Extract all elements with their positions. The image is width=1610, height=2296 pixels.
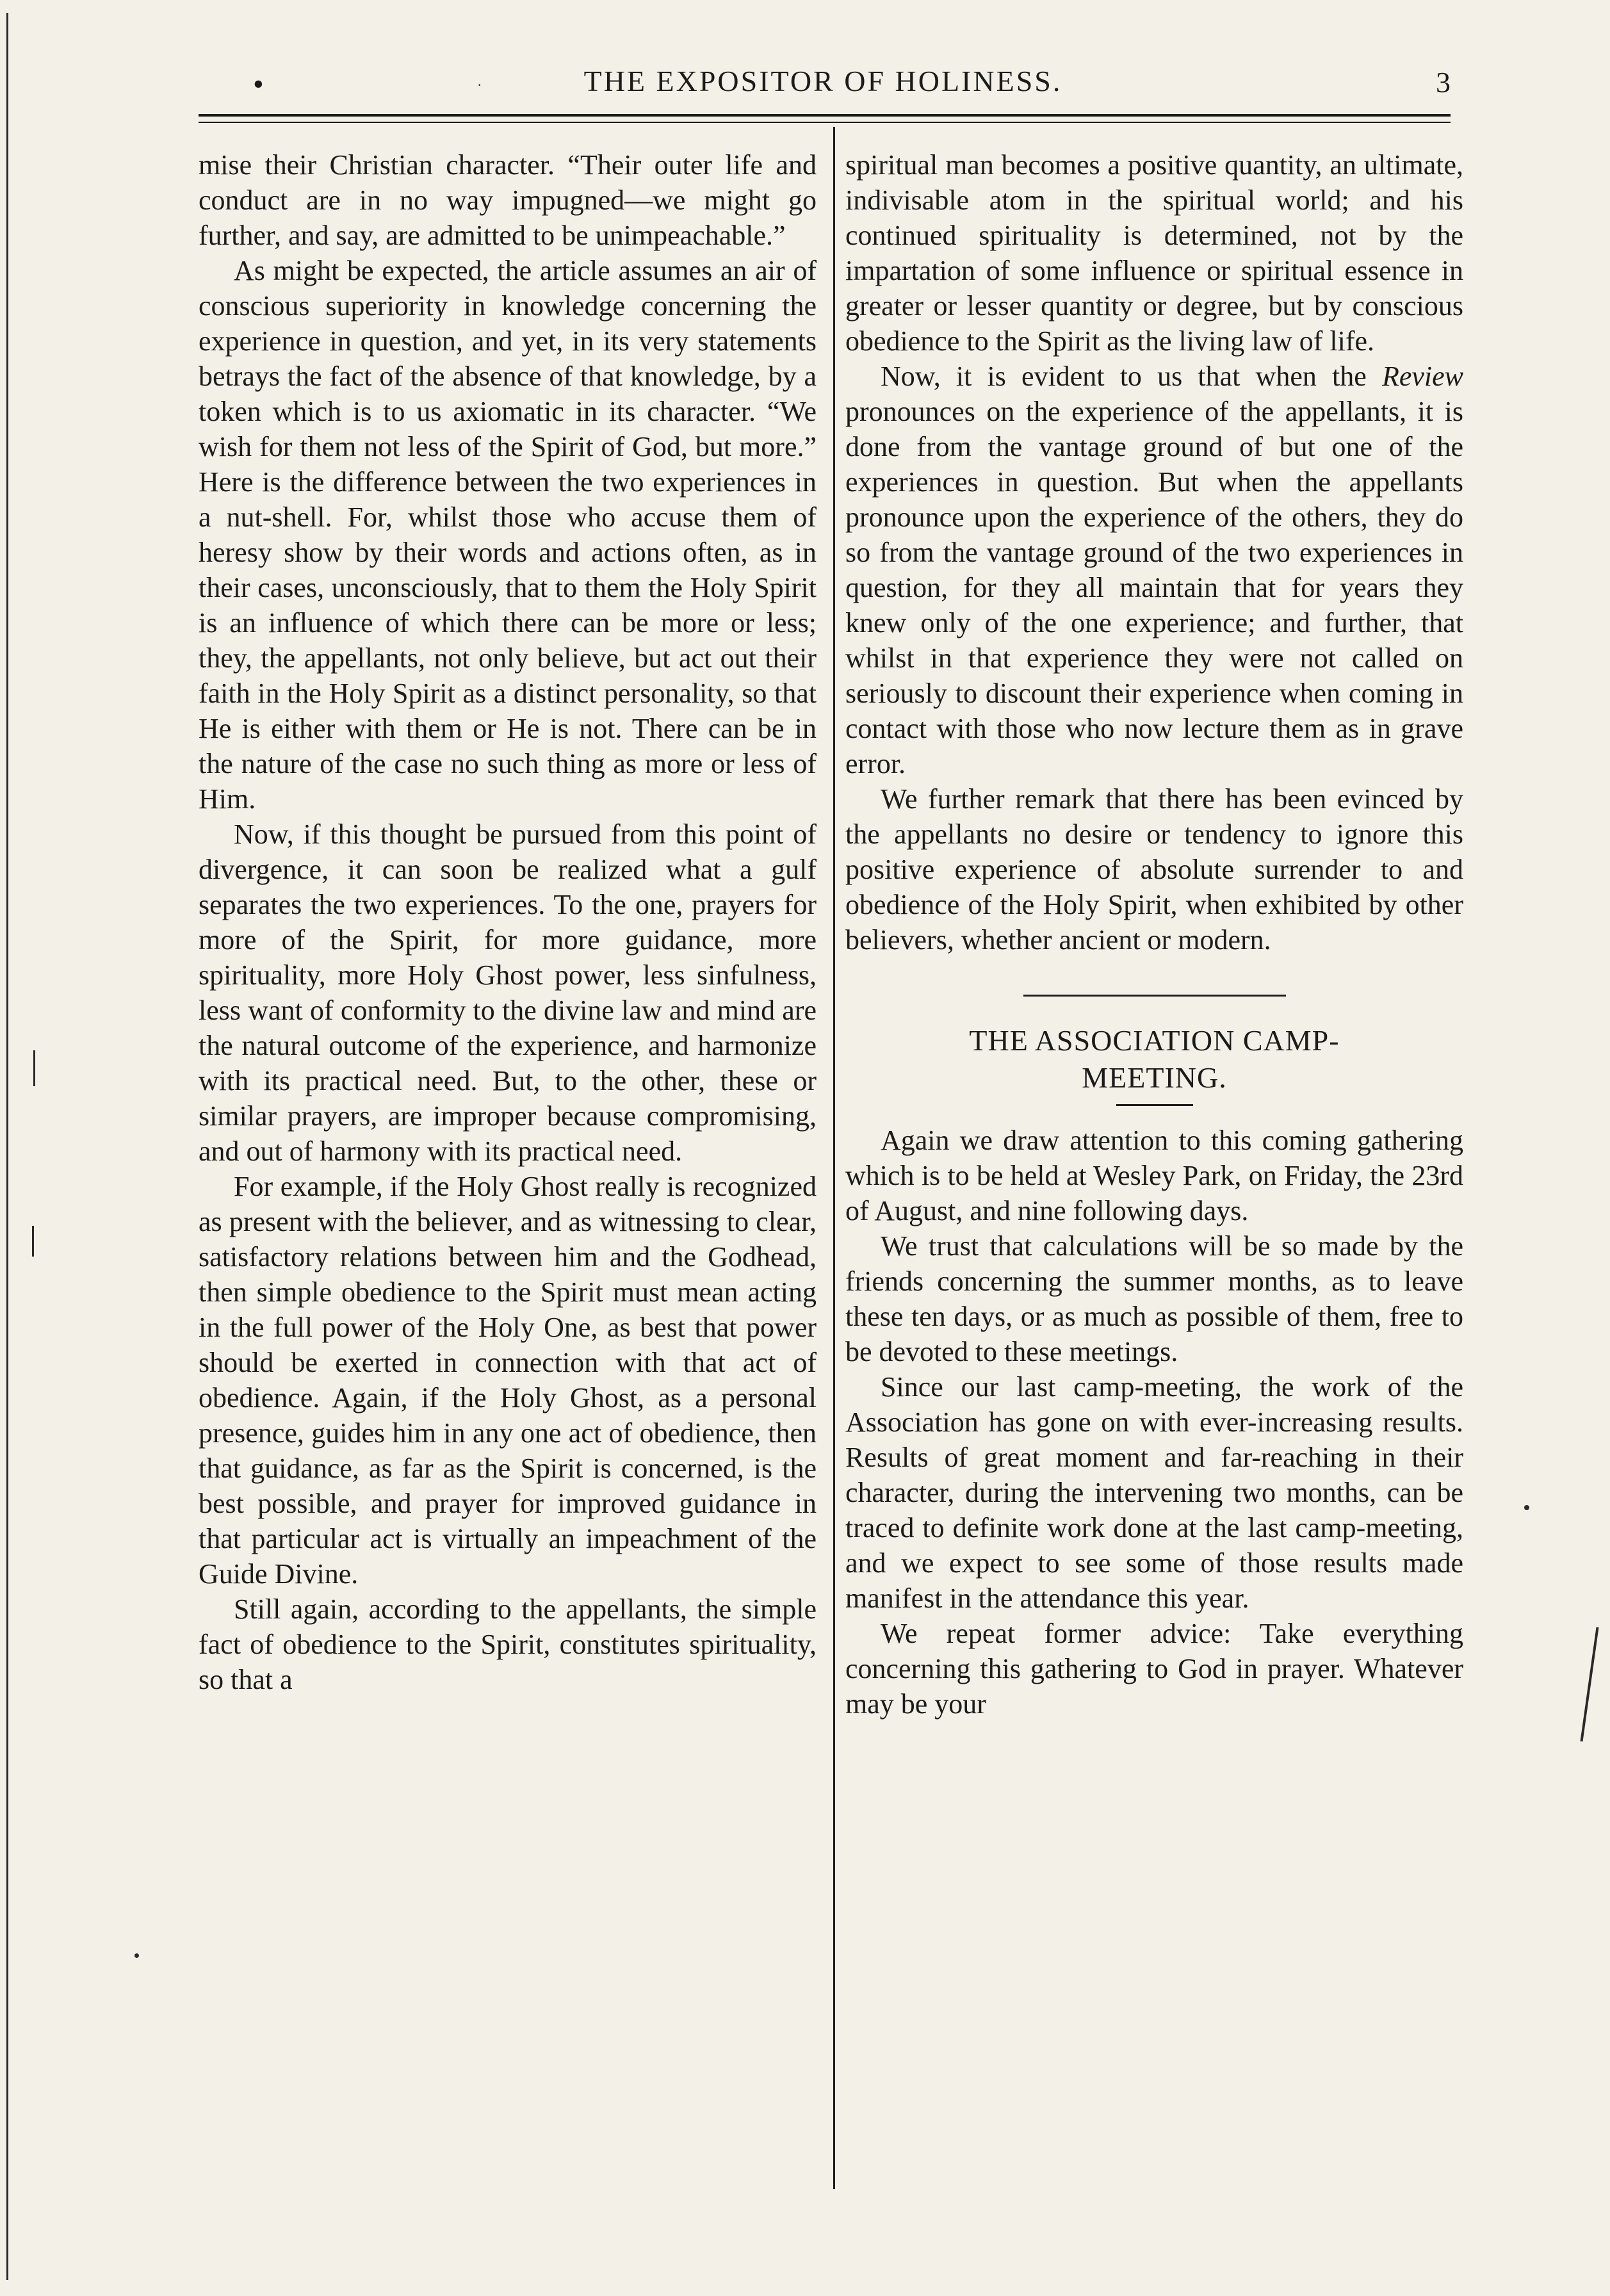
margin-mark bbox=[134, 1953, 139, 1958]
paragraph: Since our last camp-meeting, the work of the Association has gone on with ever-increasing results. Results of great moment and far-reaching in their character, during the intervening two months, can be traced to definite work done at the last camp-meeting, and we expect to see some of those results made manifest in the attendance this year. bbox=[845, 1371, 1463, 1614]
paragraph: For example, if the Holy Ghost really is recognized as present with the believer, and as witnessing to clear, satisfactory relations between him and the Godhead, then simple obedience to the Spirit must mean acting in the full power of the Holy One, as best that power should be exerted in connection with that act of obedience. Again, if the Holy Ghost, as a personal presence, guides him in any one act of obedience, then that guidance, as far as the Spirit is concerned, is the best possible, and prayer for improved guidance in that particular act is virtually an impeachment of the Guide Divine. bbox=[199, 1171, 817, 1590]
page-edge-line bbox=[6, 13, 8, 2280]
paragraph: Again we draw attention to this coming gathering which is to be held at Wesley Park, on Friday, the 23rd of August, and nine following days. bbox=[845, 1125, 1463, 1226]
section-heading bbox=[845, 1022, 1463, 1096]
page-header bbox=[195, 64, 1451, 109]
publication-title: THE EXPOSITOR OF HOLINESS. bbox=[583, 65, 1062, 97]
right-column bbox=[845, 147, 1463, 1722]
paragraph-text: pronounces on the experience of the appellants, it is done from the vantage ground of but one of the experiences in question. But when the appellants pronounce upon the experience of the others, they do so from the vantage ground of the two experiences in question, for they all maintain that for years they knew only of the one experience; and further, that whilst in that experience they were not called on seriously to discount their experience when coming in contact with those who now lecture them as in grave error. bbox=[845, 396, 1463, 779]
paragraph: spiritual man becomes a positive quantity, an ultimate, indivisable atom in the spiritual world; and his continued spirituality is determined, not by the impartation of some influence or spiritual essence in greater or lesser quantity or degree, but by conscious obedience to the Spirit as the living law of life. bbox=[845, 149, 1463, 357]
header-rule-thin bbox=[199, 122, 1451, 123]
column-divider bbox=[833, 127, 835, 2189]
header-dot-small: · bbox=[477, 77, 482, 93]
paragraph: As might be expected, the article assumes an air of conscious superiority in knowledge concerning the experience in question, and yet, in its very statements betrays the fact of the absence of that knowledge, by a token which is to us axiomatic in its character. “We wish for them not less of the Spirit of God, but more.” Here is the difference between the two experiences in a nut-shell. For, whilst those who accuse them of heresy show by their words and actions often, as in their cases, unconsciously, that to them the Holy Spirit is an influence of which there can be more or less; they, the appellants, not only believe, but act out their faith in the Holy Spirit as a distinct personality, so that He is either with them or He is not. There can be in the nature of the case no such thing as more or less of Him. bbox=[199, 255, 817, 815]
paragraph bbox=[845, 359, 1463, 781]
paragraph: We further remark that there has been evinced by the appellants no desire or tendency to ignore this positive experience of absolute surrender to and obedience of the Holy Spirit, when exhibited by other believers, whether ancient or modern. bbox=[845, 783, 1463, 956]
paragraph: Still again, according to the appellants, the simple fact of obedience to the Spirit, constitutes spirituality, so that a bbox=[199, 1593, 817, 1695]
page-number: 3 bbox=[1436, 66, 1451, 99]
margin-mark bbox=[1524, 1505, 1529, 1510]
review-title-italic: Review bbox=[1381, 361, 1463, 392]
paragraph-text: Now, it is evident to us that when the bbox=[881, 361, 1382, 392]
paragraph: We trust that calculations will be so made by the friends concerning the summer months, as to leave these ten days, or as much as possible of them, free to be devoted to these meetings. bbox=[845, 1230, 1463, 1367]
paragraph: Now, if this thought be pursued from this point of divergence, it can soon be realized what a gulf separates the two experiences. To the one, prayers for more of the Spirit, for more guidance, more spirituality, more Holy Ghost power, less sinfulness, less want of conformity to the divine law and mind are the natural outcome of the experience, and harmonize with its practical need. But, to the other, these or similar prayers, are improper because compromising, and out of harmony with its practical need. bbox=[199, 818, 817, 1167]
margin-mark bbox=[33, 1050, 35, 1086]
margin-mark bbox=[32, 1226, 34, 1257]
header-dot: • bbox=[253, 67, 264, 101]
left-column bbox=[199, 147, 817, 1697]
section-divider bbox=[1023, 995, 1286, 997]
paragraph: We repeat former advice: Take everything concerning this gathering to God in prayer. Whatever may be your bbox=[845, 1618, 1463, 1720]
margin-mark bbox=[1580, 1627, 1598, 1742]
section-heading-line: MEETING. bbox=[1082, 1061, 1227, 1094]
header-rule-thick bbox=[199, 114, 1451, 117]
section-heading-line: THE ASSOCIATION CAMP- bbox=[969, 1024, 1340, 1057]
paragraph: mise their Christian character. “Their outer life and conduct are in no way impugned—we might go further, and say, are admitted to be unimpeachable.” bbox=[199, 149, 817, 251]
heading-underline bbox=[1116, 1104, 1193, 1106]
